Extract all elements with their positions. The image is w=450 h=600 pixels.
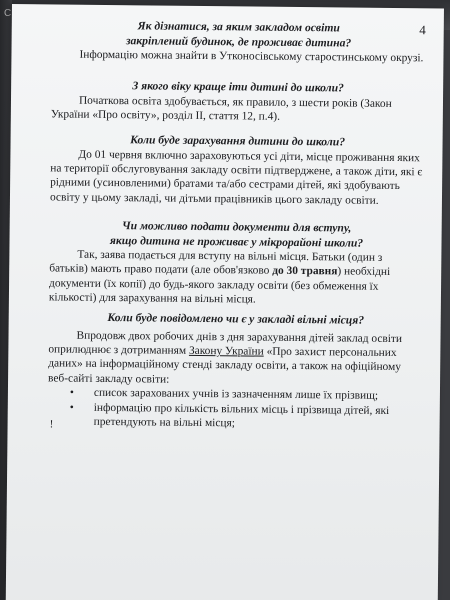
deadline-date: до 30 травня bbox=[272, 265, 338, 278]
question-5: Коли буде повідомлено чи є у закладі вільні місця? bbox=[107, 311, 365, 327]
question-4-line-1: Чи можливо подати документи для вступу, bbox=[121, 219, 352, 235]
section-4 bbox=[9, 218, 442, 309]
answer-4-part-b: ) необхідні документи (їх копії) до будь-якого закладу освіти (без обмеження їх кількості) для зарахування на вільні місця. bbox=[48, 265, 391, 306]
answer-1: Інформацію можна знайти в Утконосівському старостинському окрузі. bbox=[79, 48, 424, 65]
question-1-line-1: Як дізнатися, за яким закладом освіти bbox=[137, 19, 340, 35]
section-5 bbox=[8, 310, 441, 433]
answer-4-part-a: Так, заява подається для вступу на вільні місця. Батьки (один з батьків) мають право подати (але обов'язково bbox=[49, 248, 383, 278]
answer-2: Початкова освіта здобувається, як правило, з шести років (Закон України «Про освіту», розділ ІІ, стаття 12, п.4). bbox=[50, 94, 392, 123]
question-4-line-2: якщо дитина не проживає у мікрорайоні школи? bbox=[109, 233, 364, 250]
law-link[interactable]: Закону України bbox=[188, 344, 264, 358]
question-2: З якого віку краще іти дитині до школи? bbox=[132, 79, 344, 95]
question-3: Коли буде зарахування дитини до школи? bbox=[130, 133, 346, 149]
section-1 bbox=[11, 18, 443, 66]
document-page bbox=[6, 4, 444, 600]
answer-5 bbox=[48, 328, 423, 390]
bullet-item bbox=[48, 400, 422, 433]
bullet-marker: • bbox=[69, 401, 74, 414]
stray-mark: ! bbox=[49, 418, 54, 431]
question-1-line-2: закріплений будинок, де проживає дитина? bbox=[125, 33, 352, 50]
page-number: 4 bbox=[419, 22, 426, 38]
answer-4 bbox=[49, 247, 424, 309]
answer-3: До 01 червня включно зараховуються усі діти, місце проживання яких на території обслуговування закладу освіти підтверджене, а також діти, які є рідними (усиновленими) братами та/або сестрами дітей, які здобувають освіту у цьому закладі, чи дітьми працівників цього закладу освіти. bbox=[49, 148, 423, 207]
bullet-text-1: список зарахованих учнів із зазначенням лише їх прізвищ; bbox=[93, 387, 379, 402]
edge-mark: C bbox=[4, 8, 12, 19]
bullet-text-2: інформацію про кількість вільних місць і прізвища дітей, які претендують на вільні місця; bbox=[93, 401, 390, 430]
section-3 bbox=[10, 132, 443, 209]
section-2 bbox=[11, 78, 443, 126]
answer-5-part-a: Впродовж двох робочих днів з дня зарахування дітей заклад освіти оприлюднює з дотриманням bbox=[48, 329, 403, 357]
bullet-marker: • bbox=[69, 386, 74, 399]
answer-5-part-b: «Про захист персональних даних» на інформаційному стенді закладу освіти, а також на офіційному веб-сайті закладу освіти: bbox=[48, 345, 402, 386]
